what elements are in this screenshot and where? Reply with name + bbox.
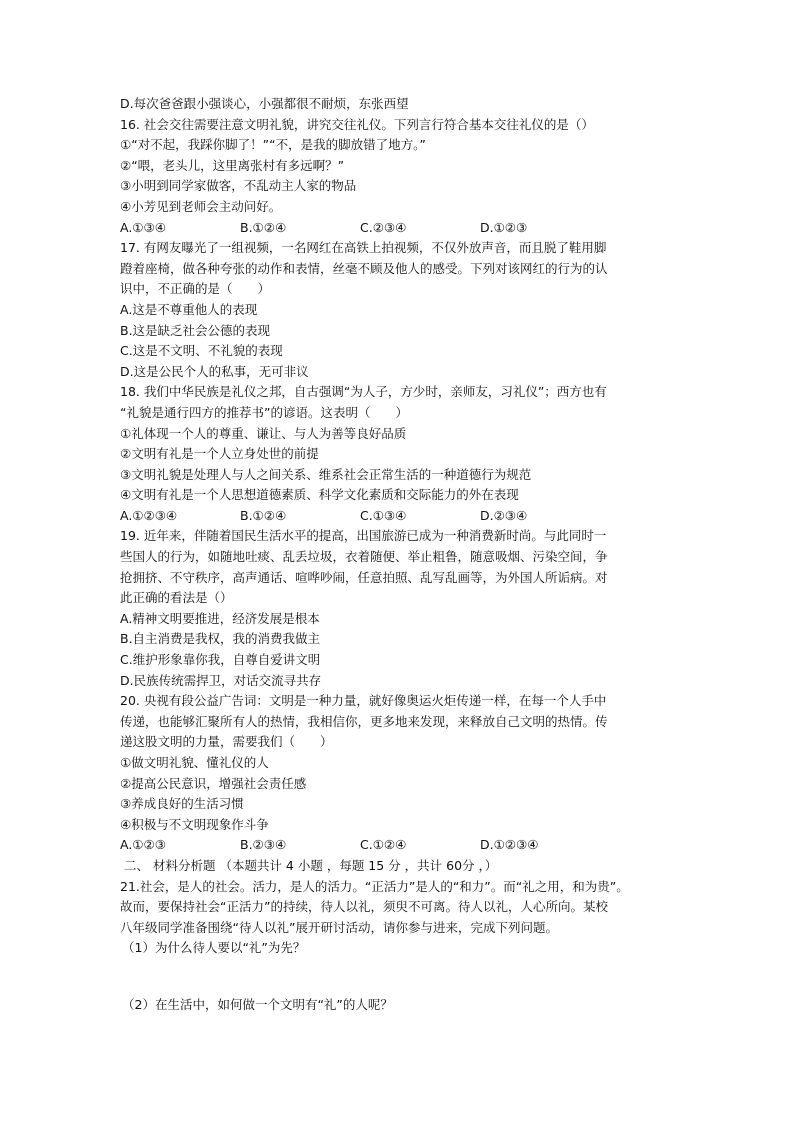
q16-item-4: ④小芳见到老师会主动问好。 bbox=[120, 198, 282, 214]
q16-item-1: ①“对不起，我踩你脚了！”“不，是我的脚放错了地方。” bbox=[120, 137, 426, 153]
q20-item-1: ①做文明礼貌、懂礼仪的人 bbox=[120, 755, 269, 770]
q20-item-2: ②提高公民意识，增强社会责任感 bbox=[120, 775, 307, 791]
q20-stem-line: 传递，也能够汇聚所有人的热情，我相信你，更多地来发现，来释放自己文明的热情。传 bbox=[120, 713, 608, 729]
q20-item-4: ④积极与不文明现象作斗争 bbox=[120, 816, 269, 832]
q18-option-c: C.①③④ bbox=[360, 507, 407, 523]
q16-option-b: B.①②④ bbox=[240, 219, 287, 235]
q21-stem-line: 故而，要保持社会“正活力”的持续，待人以礼，须臾不可离。待人以礼，人心所向。某校 bbox=[120, 899, 608, 915]
q17-option-b: B.这是缺乏社会公德的表现 bbox=[120, 322, 271, 338]
section-2-heading: 二、 材料分析题 （本题共计 4 小题 ，每题 15 分 ，共计 60分 ，） bbox=[124, 857, 498, 873]
q20-option-b: B.②③④ bbox=[240, 837, 287, 853]
exam-content bbox=[120, 94, 690, 1016]
q17-stem-line: 识中，不正确的是（ ） bbox=[120, 281, 271, 297]
q17-stem-line: 17. 有网友曝光了一组视频，一名网红在高铁上拍视频，不仅外放声音，而且脱了鞋用脚 bbox=[120, 240, 607, 256]
q16-item-3: ③小明到同学家做客，不乱动主人家的物品 bbox=[120, 178, 357, 194]
q18-option-d: D.②③④ bbox=[480, 507, 528, 523]
q15-option-d: D.每次爸爸跟小强谈心，小强都很不耐烦，东张西望 bbox=[120, 96, 409, 111]
q17-option-c: C.这是不文明、不礼貌的表现 bbox=[120, 343, 283, 359]
q18-option-b: B.①②④ bbox=[240, 507, 287, 523]
q20-option-a: A.①②③ bbox=[120, 837, 166, 853]
q17-option-a: A.这是不尊重他人的表现 bbox=[120, 301, 258, 317]
q18-item-4: ④文明有礼是一个人思想道德素质、科学文化素质和交际能力的外在表现 bbox=[120, 487, 519, 503]
q19-stem-line: 些国人的行为，如随地吐痰、乱丢垃圾，衣着随便、举止粗鲁，随意吸烟、污染空间，争 bbox=[120, 549, 608, 565]
q21-stem-line: 21.社会，是人的社会。活力，是人的活力。“正活力”是人的“和力”。而“礼之用，和为贵”。 bbox=[120, 878, 629, 894]
q20-stem-line: 20. 央视有段公益广告词：文明是一种力量，就好像奥运火炬传递一样，在每一个人手中 bbox=[120, 693, 607, 709]
q17-stem-line: 蹬着座椅，做各种夸张的动作和表情，丝毫不顾及他人的感受。下列对该网红的行为的认 bbox=[120, 260, 608, 276]
q21-subquestion-2: （2）在生活中，如何做一个文明有“礼”的人呢？ bbox=[122, 996, 393, 1012]
q18-item-3: ③文明礼貌是处理人与人之间关系、维系社会正常生活的一种道德行为规范 bbox=[120, 466, 532, 482]
q21-stem-line: 八年级同学准备围绕“待人以礼”展开研讨活动，请你参与进来，完成下列问题。 bbox=[120, 919, 558, 935]
q18-item-2: ②文明有礼是一个人立身处世的前提 bbox=[120, 446, 319, 462]
q20-options bbox=[120, 835, 690, 856]
q19-option-b: B.自主消费是我权，我的消费我做主 bbox=[120, 631, 321, 647]
q19-option-c: C.维护形象靠你我，自尊自爱讲文明 bbox=[120, 652, 321, 668]
q20-item-3: ③养成良好的生活习惯 bbox=[120, 796, 244, 812]
q16-option-a: A.①③④ bbox=[120, 219, 166, 235]
q19-stem-line: 此正确的看法是（） bbox=[120, 590, 233, 606]
q21-subquestion-1: （1）为什么待人要以“礼”为先？ bbox=[122, 940, 306, 956]
q16-options bbox=[120, 218, 690, 239]
q18-options bbox=[120, 506, 690, 527]
q18-option-a: A.①②③④ bbox=[120, 507, 178, 523]
q20-option-d: D.①②③④ bbox=[480, 837, 539, 853]
q17-option-d: D.这是公民个人的私事，无可非议 bbox=[120, 363, 309, 379]
q18-item-1: ①礼体现一个人的尊重、谦让、与人为善等良好品质 bbox=[120, 425, 407, 441]
q19-option-d: D.民族传统需捍卫，对话交流寻共存 bbox=[120, 672, 322, 688]
q20-stem-line: 递这股文明的力量，需要我们（ ） bbox=[120, 734, 333, 750]
q16-item-2: ②“喂，老头儿，这里离张村有多远啊？” bbox=[120, 157, 345, 173]
q19-option-a: A.精神文明要推进，经济发展是根本 bbox=[120, 610, 320, 626]
q16-stem: 16. 社会交往需要注意文明礼貌，讲究交往礼仪。下列言行符合基本交往礼仪的是（） bbox=[120, 116, 594, 132]
q18-stem-line: 18. 我们中华民族是礼仪之邦，自古强调“为人子，方少时，亲师友，习礼仪”；西方也有 bbox=[120, 384, 607, 400]
q19-stem-line: 抢拥挤、不守秩序，高声通话、喧哗吵闹，任意拍照、乱写乱画等，为外国人所诟病。对 bbox=[120, 569, 608, 585]
q16-option-c: C.②③④ bbox=[360, 219, 407, 235]
q19-stem-line: 19. 近年来，伴随着国民生活水平的提高，出国旅游已成为一种消费新时尚。与此同时一 bbox=[120, 528, 607, 544]
q16-option-d: D.①②③ bbox=[480, 219, 528, 235]
q18-stem-line: “礼貌是通行四方的推荐书”的谚语。这表明（ ） bbox=[120, 404, 408, 420]
q20-option-c: C.①②④ bbox=[360, 837, 407, 853]
